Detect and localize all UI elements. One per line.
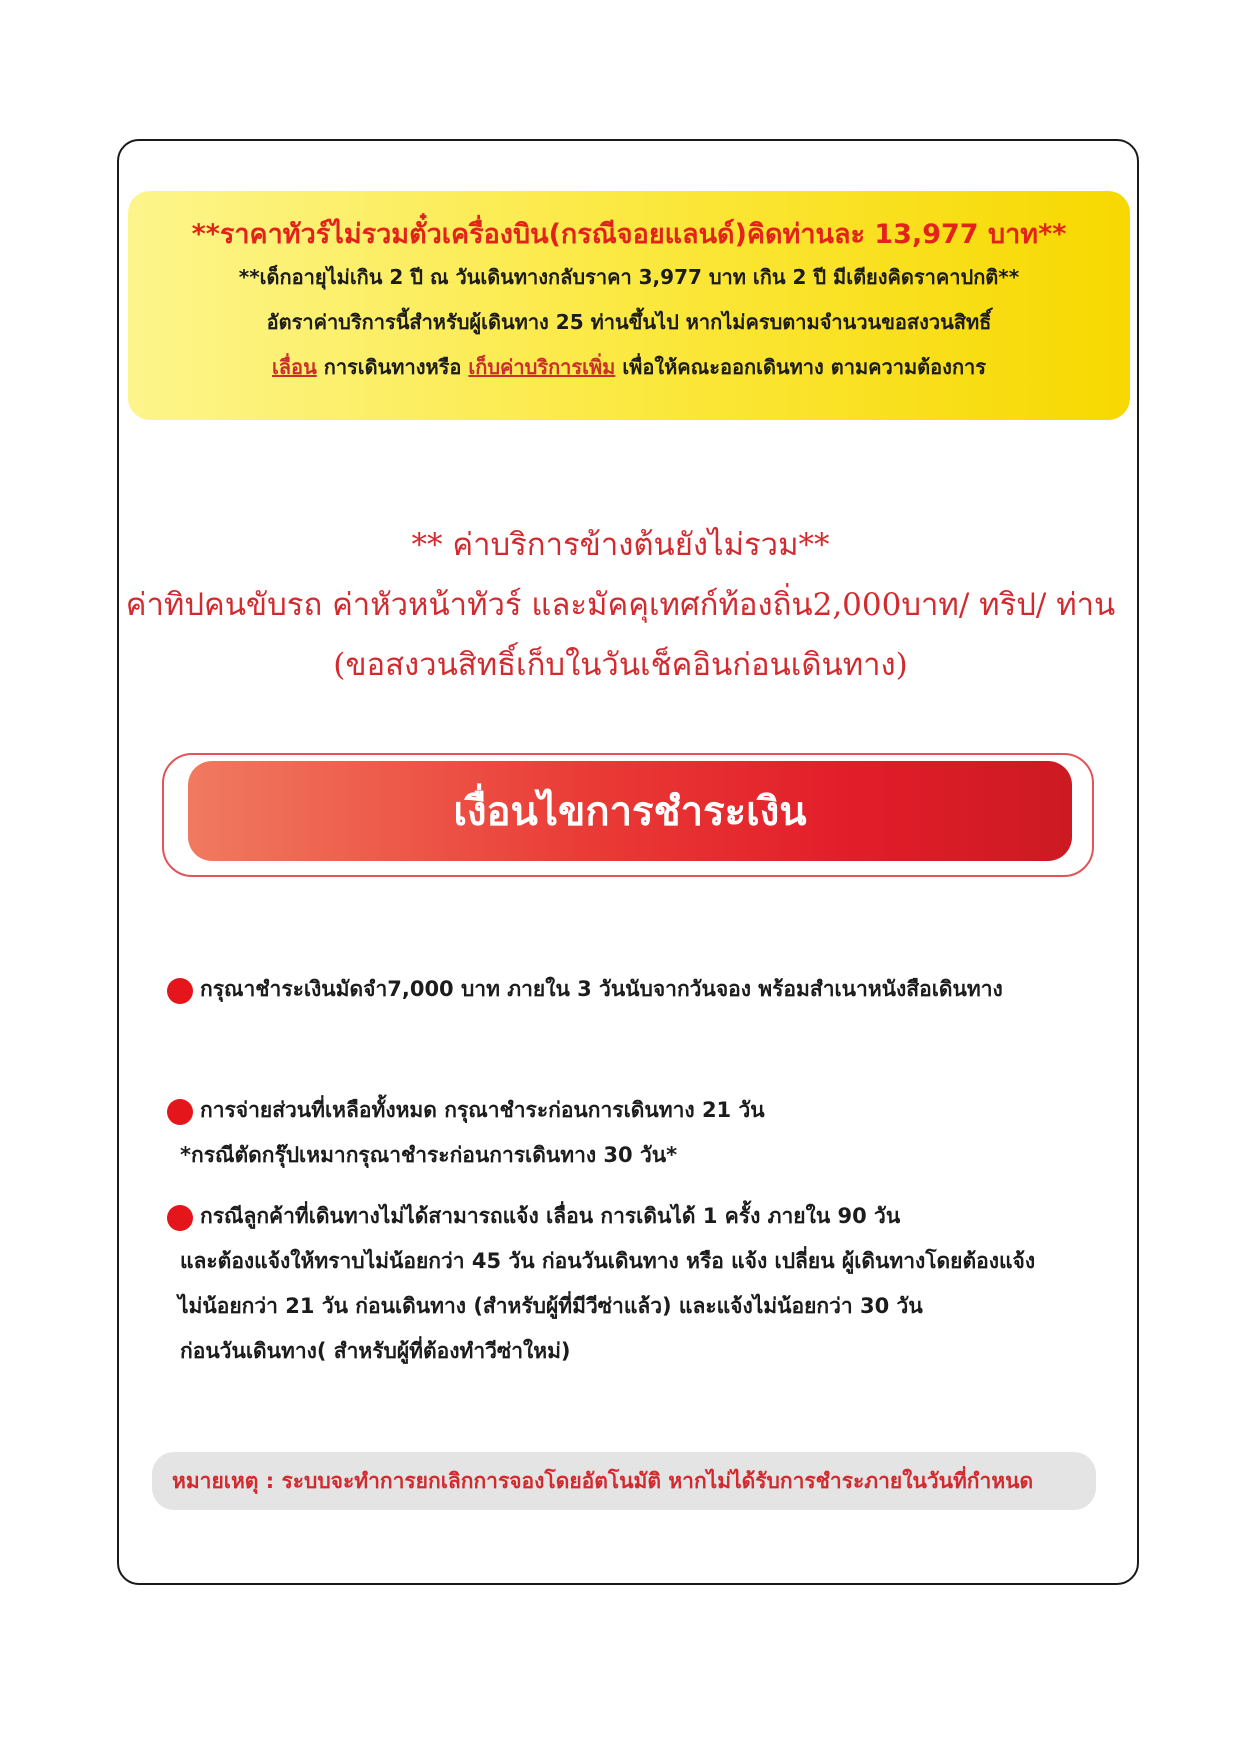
extra-fee-text: เก็บค่าบริการเพิ่ม xyxy=(468,355,616,379)
exclusion-title: ** ค่าบริการข้างต้นยังไม่รวม** xyxy=(411,527,830,563)
payment-item-postpone: กรณีลูกค้าที่เดินทางไม่ได้สามารถแจ้ง เลื่อน การเดินได้ 1 ครั้ง ภายใน 90 วัน xyxy=(200,1204,901,1228)
payment-item-balance: การจ่ายส่วนที่เหลือทั้งหมด กรุณาชำระก่อนการเดินทาง 21 วัน xyxy=(200,1098,765,1122)
payment-item-postpone-line4: ก่อนวันเดินทาง( สำหรับผู้ที่ต้องทำวีซ่าใหม่) xyxy=(180,1339,571,1363)
payment-item-balance-group-note: *กรณีตัดกรุ๊ปเหมากรุณาชำระก่อนการเดินทาง 30 วัน* xyxy=(180,1143,678,1167)
rights-end-text: เพื่อให้คณะออกเดินทาง ตามความต้องการ xyxy=(615,355,987,379)
postpone-text: เลื่อน xyxy=(271,355,317,379)
bullet-dot xyxy=(167,1099,193,1125)
exclusion-notice xyxy=(0,515,1241,695)
price-title: **ราคาทัวร์ไม่รวมตั๋วเครื่องบิน(กรณีจอยแลนด์)คิดท่านละ 13,977 บาท** xyxy=(191,219,1067,250)
price-box xyxy=(128,191,1130,420)
bullet-dot xyxy=(167,1205,193,1231)
remark-box: หมายเหตุ : ระบบจะทำการยกเลิกการจองโดยอัตโนมัติ หากไม่ได้รับการชำระภายในวันที่กำหนด xyxy=(152,1452,1096,1510)
payment-heading: เงื่อนไขการชำระเงิน xyxy=(188,761,1072,861)
payment-item-deposit: กรุณาชำระเงินมัดจำ7,000 บาท ภายใน 3 วันนับจากวันจอง พร้อมสำเนาหนังสือเดินทาง xyxy=(200,977,1003,1001)
exclusion-detail: ค่าทิปคนขับรถ ค่าหัวหน้าทัวร์ และมัคคุเทศก์ท้องถิ่น2,000บาท/ ทริป/ ท่าน xyxy=(125,587,1116,623)
rights-mid-text: การเดินทางหรือ xyxy=(316,355,469,379)
min-passenger-note: อัตราค่าบริการนี้สำหรับผู้เดินทาง 25 ท่านขึ้นไป หากไม่ครบตามจำนวนขอสงวนสิทธิ์ xyxy=(266,310,992,334)
payment-item-postpone-line2: และต้องแจ้งให้ทราบไม่น้อยกว่า 45 วัน ก่อนวันเดินทาง หรือ แจ้ง เปลี่ยน ผู้เดินทางโดยต้องแจ้ง xyxy=(180,1249,1036,1273)
exclusion-collection-note: (ขอสงวนสิทธิ์เก็บในวันเช็คอินก่อนเดินทาง) xyxy=(333,647,908,683)
bullet-dot xyxy=(167,978,193,1004)
child-price-note: **เด็กอายุไม่เกิน 2 ปี ณ วันเดินทางกลับราคา 3,977 บาท เกิน 2 ปี มีเตียงคิดราคาปกติ** xyxy=(238,265,1020,289)
rights-note xyxy=(128,345,1130,390)
payment-item-postpone-line3: ไม่น้อยกว่า 21 วัน ก่อนเดินทาง (สำหรับผู้ที่มีวีซ่าแล้ว) และแจ้งไม่น้อยกว่า 30 วัน xyxy=(178,1294,923,1318)
